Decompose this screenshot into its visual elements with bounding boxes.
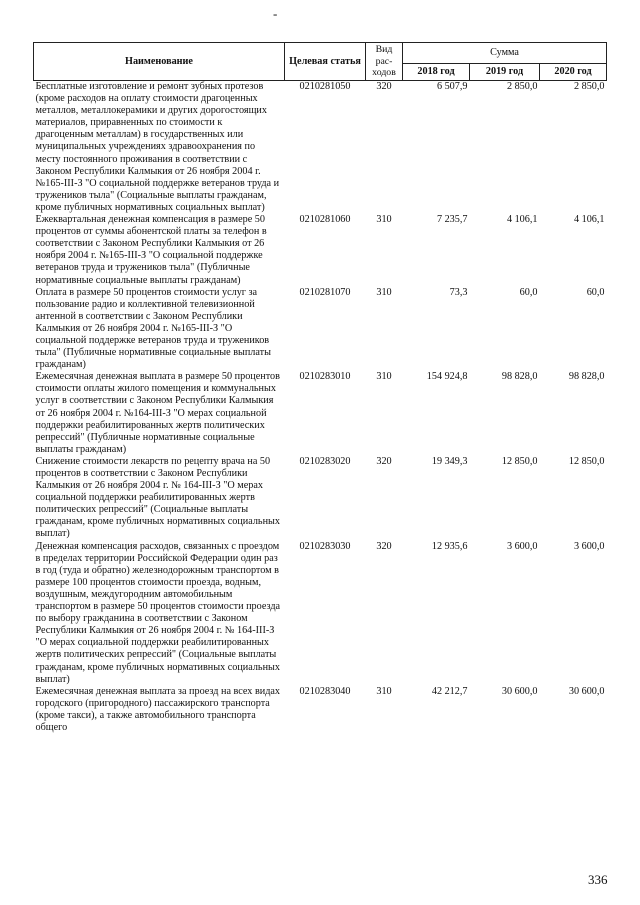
- column-header-type: Вид рас-ходов: [366, 43, 403, 81]
- cell-y2020: 30 600,0: [568, 685, 605, 697]
- table-header: [34, 43, 607, 81]
- cell-code: 0210281060: [299, 214, 351, 226]
- cell-name: Ежеквартальная денежная компенсация в размере 50 процентов от суммы абонентской платы за телефон в соответствии с Законом Республики Калмыкия от 26 ноября 2004 г. №165-III-З "О социальной поддержке ветеранов труда и тружеников тыла" (Публичные нормативные социальные выплаты гражданам): [35, 214, 267, 286]
- cell-type: 310: [376, 371, 392, 383]
- column-header-sum: Сумма: [403, 43, 607, 64]
- cell-y2018: 12 935,6: [431, 540, 468, 552]
- cell-type: 320: [376, 455, 392, 467]
- cell-y2019: 4 106,1: [506, 214, 538, 226]
- cell-type: 320: [376, 81, 392, 92]
- cell-code: 0210283020: [299, 455, 351, 467]
- cell-name: Снижение стоимости лекарств по рецепту врача на 50 процентов в соответствии с Законом Республики Калмыкия от 26 ноября 2004 г. № 164-III-З "О мерах социальной поддержки реабилитированных жертв политических репрессий" (Социальные выплаты гражданам, кроме публичных нормативных социальных выплат): [35, 455, 280, 540]
- cell-y2020: 3 600,0: [573, 540, 605, 552]
- cell-name: Ежемесячная денежная выплата за проезд на всех видах городского (пригородного) пассажирского транспорта (кроме такси), а также автомобильного транспорта общего: [35, 685, 281, 733]
- cell-type: 320: [376, 540, 392, 552]
- cell-name: Ежемесячная денежная выплата в размере 50 процентов стоимости оплаты жилого помещения и коммунальных услуг в соответствии с Законом Республики Калмыкия от 26 ноября 2004 г. №164-III-З "О мерах социальной поддержки реабилитированных жертв политических репрессий" (Публичные нормативные социальные выплаты гражданам): [35, 371, 280, 455]
- cell-y2018: 42 212,7: [431, 685, 468, 697]
- cell-y2018: 73,3: [449, 286, 468, 298]
- cell-y2018: 6 507,9: [436, 81, 468, 92]
- cell-y2020: 60,0: [586, 286, 605, 298]
- table-row: [34, 214, 607, 287]
- header-mark: -: [273, 6, 278, 21]
- column-header-name: Наименование: [34, 43, 285, 81]
- cell-y2020: 98 828,0: [568, 371, 605, 383]
- cell-y2019: 3 600,0: [506, 540, 538, 552]
- cell-y2020: 2 850,0: [573, 81, 605, 92]
- table-row: [34, 686, 607, 734]
- cell-type: 310: [376, 685, 392, 697]
- column-header-2020: 2020 год: [540, 64, 607, 81]
- budget-table: [33, 42, 607, 734]
- cell-code: 0210283040: [299, 685, 351, 697]
- table-body: [34, 81, 607, 735]
- column-header-2019: 2019 год: [470, 64, 540, 81]
- column-header-target: Целевая статья: [285, 43, 366, 81]
- table-row: [34, 541, 607, 686]
- cell-y2019: 12 850,0: [501, 455, 538, 467]
- cell-y2018: 7 235,7: [436, 214, 468, 226]
- cell-y2018: 154 924,8: [426, 371, 468, 383]
- cell-y2019: 2 850,0: [506, 81, 538, 92]
- cell-y2019: 30 600,0: [501, 685, 538, 697]
- cell-name: Оплата в размере 50 процентов стоимости услуг за пользование радио и коллективной телевизионной антенной в соответствии с Законом Республики Калмыкия от 26 ноября 2004 г. №165-III-З "О социальной поддержке ветеранов труда и тружеников тыла" (Публичные нормативные социальные выплаты гражданам): [35, 286, 271, 371]
- table-row: [34, 371, 607, 456]
- cell-type: 310: [376, 286, 392, 298]
- table-row: [34, 287, 607, 372]
- cell-y2018: 19 349,3: [431, 455, 468, 467]
- cell-type: 310: [376, 214, 392, 226]
- table-row: [34, 81, 607, 215]
- cell-y2019: 60,0: [519, 286, 538, 298]
- column-header-2018: 2018 год: [403, 64, 470, 81]
- cell-code: 0210283030: [299, 540, 351, 552]
- cell-name: Бесплатные изготовление и ремонт зубных протезов (кроме расходов на оплату стоимости драгоценных металлов, металлокерамики и других дорогостоящих материалов, приравненных по стоимости к драгоценным металлам) в государственных или муниципальных учреждениях здравоохранения по месту постоянного проживания в соответствии с Законом Республики Калмыкия от 26 ноября 2004 г. №165-III-З "О социальной поддержке ветеранов труда и тружеников тыла" (Социальные выплаты гражданам, кроме публичных нормативных социальных выплат): [35, 81, 280, 213]
- cell-y2020: 12 850,0: [568, 455, 605, 467]
- cell-y2019: 98 828,0: [501, 371, 538, 383]
- cell-code: 0210281070: [299, 286, 351, 298]
- page-number: 336: [588, 872, 608, 887]
- cell-name: Денежная компенсация расходов, связанных с проездом в пределах территории Российской Федерации один раз в год (туда и обратно) железнодорожным транспортом в размере 100 процентов стоимости проезда, водным, воздушным, междугородним автомобильным транспортом в размере 50 процентов стоимости проезда по выбору гражданина в соответствии с Законом Республики Калмыкия от 26 ноября 2004 г. № 164-III-З "О мерах социальной поддержки реабилитированных жертв политических репрессий" (Социальные выплаты гражданам, кроме публичных нормативных социальных выплат): [35, 540, 281, 685]
- cell-code: 0210281050: [299, 81, 351, 92]
- cell-y2020: 4 106,1: [573, 214, 605, 226]
- cell-code: 0210283010: [299, 371, 351, 383]
- table-row: [34, 456, 607, 541]
